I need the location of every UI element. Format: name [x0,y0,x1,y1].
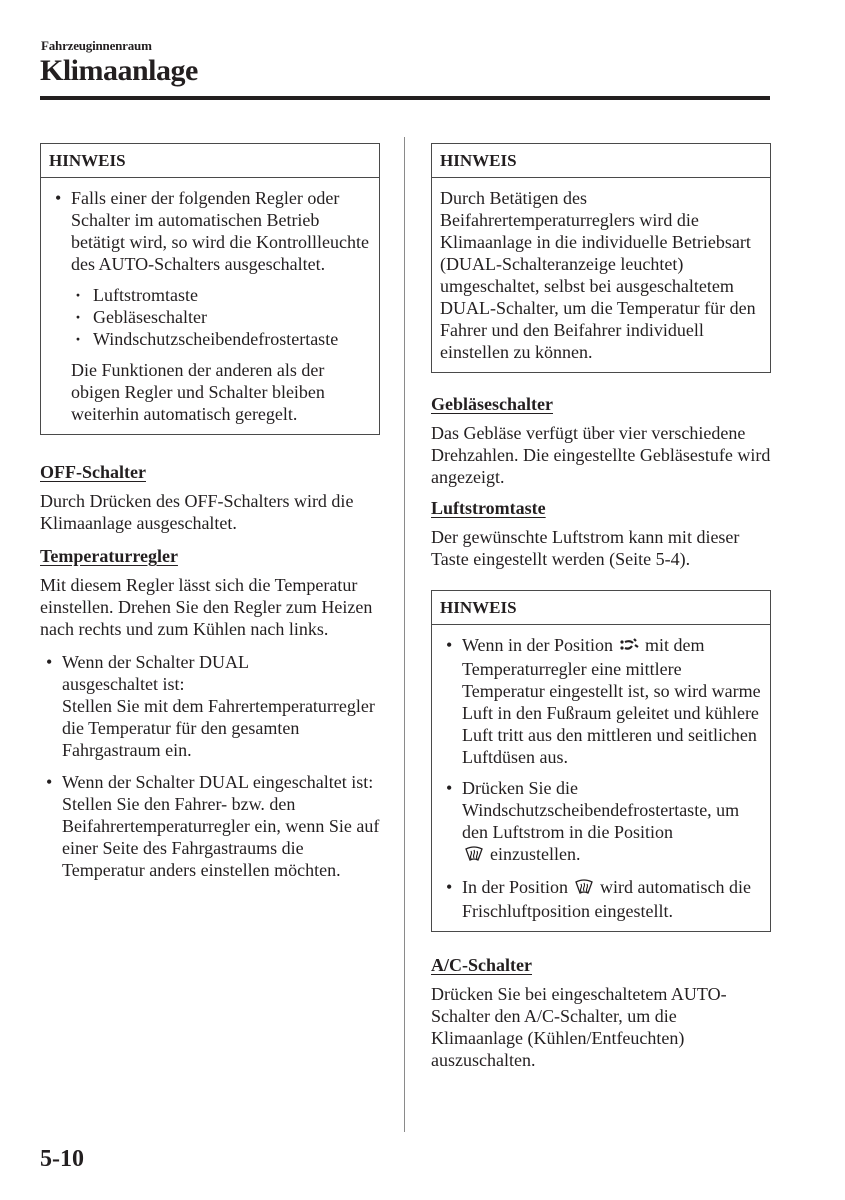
note-box-passenger-temp [431,143,771,373]
windshield-defroster-icon [464,845,484,867]
right-column [431,143,771,1082]
note-bullet: • Drücken Sie die Windschutzscheibendefrostertaste, um den Luftstrom in die Position einzustellen. [440,777,762,867]
note-box-airflow-positions [431,590,771,932]
left-column [40,143,380,881]
heading-fan-switch: Gebläseschalter [431,394,553,414]
heading-ac-switch: A/C-Schalter [431,955,532,975]
temperature-control-text: Mit diesem Regler lässt sich die Temperatur einstellen. Drehen Sie den Regler zum Heizen nach rechts und zum Kühlen nach links. [40,575,373,639]
ac-switch-text: Drücken Sie bei eingeschaltetem AUTO-Schalter den A/C-Schalter, um die Klimaanlage (Kühlen/Entfeuchten) auszuschalten. [431,984,727,1070]
note-heading: HINWEIS [432,591,770,625]
bi-level-airflow-icon [619,636,639,658]
note-heading: HINWEIS [432,144,770,178]
heading-off-switch: OFF-Schalter [40,462,146,482]
fan-switch-text: Das Gebläse verfügt über vier verschiedene Drehzahlen. Die eingestellte Gebläsestufe wird angezeigt. [431,423,771,487]
airflow-button-text: Der gewünschte Luftstrom kann mit dieser Taste eingestellt werden (Seite 5-4). [431,527,740,569]
list-item: • Wenn der Schalter DUAL ausgeschaltet ist: Stellen Sie mit dem Fahrertemperaturregler die Temperatur für den gesamten Fahrgastraum ein. [40,651,380,761]
column-divider [404,137,405,1132]
note-bullet: • In der Position wird automatisch die Frischluftposition eingestellt. [440,876,762,922]
list-item: • Wenn der Schalter DUAL eingeschaltet ist: Stellen Sie den Fahrer- bzw. den Beifahrertemperaturregler ein, wenn Sie auf einer Seite des Fahrgastraums die Temperatur anders einstellen möchten. [40,771,380,881]
note-box-automatic-mode [40,143,380,435]
off-switch-text: Durch Drücken des OFF-Schalters wird die Klimaanlage ausgeschaltet. [40,491,354,533]
note-closing-text: Die Funktionen der anderen als der obigen Regler und Schalter bleiben weiterhin automatisch geregelt. [71,360,325,424]
note-bullet: • Wenn in der Position mit dem Temperaturregler eine mittlere Temperatur eingestellt ist, so wird warme Luft in den Fußraum geleitet und kühlere Luft tritt aus den mittleren und seitlichen Luftdüsen aus. [440,634,762,768]
windshield-defroster-icon [574,878,594,900]
note-text: Durch Betätigen des Beifahrertemperaturreglers wird die Klimaanlage in die individuelle Betriebsart (DUAL-Schalteranzeige leuchtet) umgeschaltet, selbst bei ausgeschaltetem DUAL-Schalter, um die Temperatur für den Fahrer und den Beifahrer individuell einstellen zu können. [440,188,756,362]
page-number: 5-10 [40,1146,84,1172]
dual-mode-list [40,651,380,881]
controls-list [71,284,371,350]
page-title: Klimaanlage [40,54,198,87]
list-item: · Windschutzscheibendefrostertaste [71,328,371,350]
note-bullet: • Falls einer der folgenden Regler oder Schalter im automatischen Betrieb betätigt wird, so wird die Kontrollleuchte des AUTO-Schalters ausgeschaltet. · Luftstromtaste · Gebläseschalter · Windschutzscheibendefrostertaste Die Funktionen der anderen als der obigen Regler und Schalter bleiben weiterhin automatisch geregelt. [49,187,371,425]
note-heading: HINWEIS [41,144,379,178]
section-label: Fahrzeuginnenraum [41,38,152,53]
heading-airflow-button: Luftstromtaste [431,498,546,518]
title-rule [40,96,770,100]
heading-temperature-control: Temperaturregler [40,546,178,566]
list-item: · Gebläseschalter [71,306,371,328]
list-item: · Luftstromtaste [71,284,371,306]
